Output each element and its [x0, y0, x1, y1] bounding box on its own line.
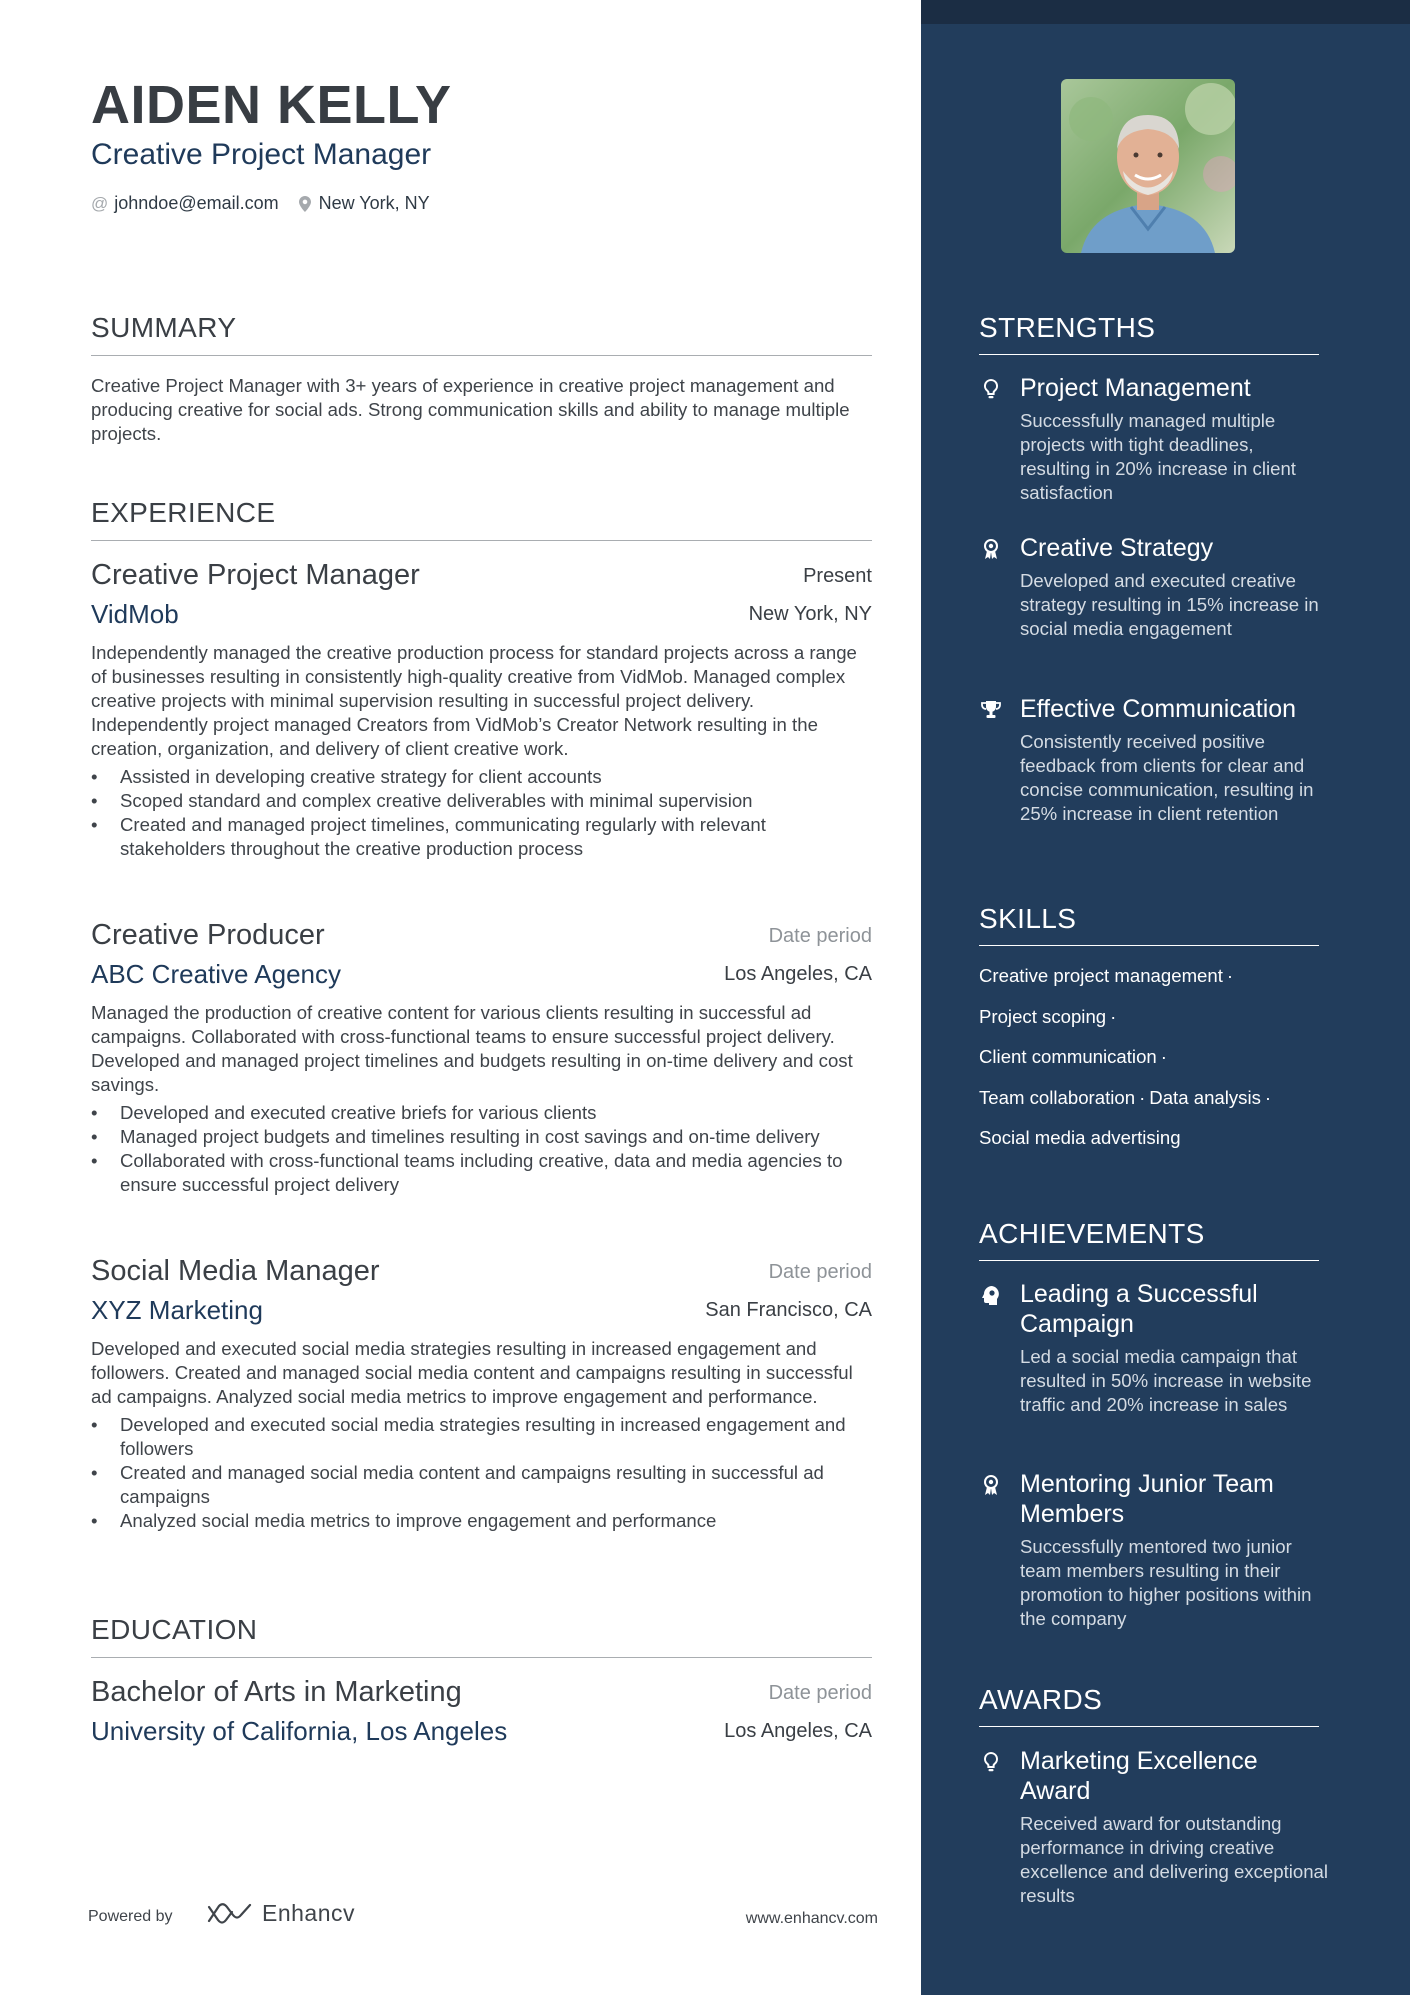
job-bullet: • Collaborated with cross-functional teams including creative, data and media agencies to ensure successful project delivery [91, 1149, 872, 1197]
job-location: San Francisco, CA [705, 1299, 872, 1321]
candidate-title: Creative Project Manager [91, 138, 432, 171]
skill-tag: Project scoping [979, 1005, 1107, 1027]
job-entry [91, 559, 872, 861]
strengths-divider [979, 354, 1319, 356]
job-entry [91, 1255, 872, 1533]
location-pin-icon [299, 196, 311, 212]
footer [88, 1900, 878, 1940]
education-heading [91, 1614, 872, 1646]
brand-logo[interactable] [206, 1900, 355, 1927]
skill-separator: · [1226, 965, 1234, 986]
job-company: ABC Creative Agency [91, 959, 342, 989]
award-ribbon-icon [979, 537, 1003, 561]
job-role: Social Media Manager [91, 1255, 380, 1287]
skill-tag: Creative project management [979, 965, 1223, 986]
skill-separator: · [1110, 1005, 1117, 1027]
strength-desc: Successfully managed multiple projects with tight deadlines, resulting in 20% increase in client satisfaction [1020, 410, 1296, 503]
skill-tag: Client communication [979, 1046, 1157, 1067]
job-location: New York, NY [748, 603, 872, 625]
achievements-divider [979, 1260, 1319, 1262]
strength-desc: Consistently received positive feedback from clients for clear and concise communication, resulting in 25% increase in client retention [1020, 731, 1314, 824]
job-bullet: • Managed project budgets and timelines resulting in cost savings and on-time delivery [91, 1125, 872, 1149]
skills-row [979, 1084, 1319, 1125]
strengths-heading [979, 312, 1319, 344]
trophy-icon [979, 698, 1003, 722]
powered-by-text: Powered by [88, 1908, 173, 1925]
head-gear-icon [979, 1283, 1003, 1307]
skill-separator: · [1160, 1046, 1167, 1067]
strength-desc: Developed and executed creative strategy resulting in 15% increase in social media engagement [1020, 570, 1319, 639]
education-date: Date period [768, 1682, 872, 1704]
achievement-title: Mentoring Junior Team Members [1020, 1470, 1274, 1528]
summary-heading-text: SUMMARY [91, 312, 237, 343]
achievement-item [979, 1279, 1329, 1417]
awards-heading [979, 1684, 1319, 1716]
skill-tag: Team collaboration [979, 1086, 1136, 1108]
job-bullets [91, 1101, 872, 1197]
strength-title: Effective Communication [1020, 695, 1297, 723]
award-ribbon-icon [979, 1473, 1003, 1497]
degree-title: Bachelor of Arts in Marketing [91, 1676, 462, 1708]
job-location: Los Angeles, CA [724, 963, 872, 985]
job-date: Date period [768, 1261, 872, 1283]
sidebar-top-band [921, 0, 1410, 24]
job-entry [91, 919, 872, 1197]
lightbulb-icon [979, 1750, 1003, 1774]
profile-photo [1061, 79, 1235, 253]
skills-heading [979, 903, 1319, 935]
education-heading-text: EDUCATION [91, 1614, 258, 1645]
job-date: Date period [768, 925, 872, 947]
skills-heading-text: SKILLS [979, 903, 1077, 934]
skills-row [979, 1124, 1319, 1165]
job-date: Present [803, 565, 872, 587]
lightbulb-icon [979, 377, 1003, 401]
achievement-desc: Successfully mentored two junior team members resulting in their promotion to higher positions within the company [1020, 1536, 1312, 1629]
strength-item [979, 533, 1329, 641]
experience-heading [91, 497, 872, 529]
portrait-image [1061, 79, 1235, 253]
experience-heading-text: EXPERIENCE [91, 497, 276, 528]
skill-tag: Social media advertising [979, 1127, 1181, 1148]
job-bullet: • Developed and executed social media strategies resulting in increased engagement and followers [91, 1413, 872, 1461]
job-bullet: • Analyzed social media metrics to improve engagement and performance [91, 1509, 872, 1533]
summary-divider [91, 355, 872, 357]
sidebar [921, 0, 1410, 1995]
awards-divider [979, 1726, 1319, 1728]
job-role: Creative Project Manager [91, 559, 420, 591]
job-description: Managed the production of creative content for various clients resulting in successful ad campaigns. Collaborated with cross-functional teams to ensure successful project delivery. Developed and managed project timelines and budgets resulting in on-time delivery and cost savings. [91, 1002, 853, 1095]
award-title: Marketing Excellence Award [1020, 1747, 1258, 1805]
achievements-heading [979, 1218, 1319, 1250]
job-bullet: • Assisted in developing creative strategy for client accounts [91, 765, 872, 789]
summary-heading [91, 312, 872, 344]
job-company: VidMob [91, 599, 179, 629]
strength-item [979, 373, 1329, 505]
job-description: Independently managed the creative production process for standard projects across a range of businesses resulting in consistently high-quality creative from VidMob. Managed complex creative projects with minimal supervision resulting in successful project delivery. Independently project managed Creators from VidMob’s Creator Network resulting in the creation, organization, and delivery of client creative work. [91, 642, 857, 759]
skills-list [979, 962, 1319, 1165]
school-name: University of California, Los Angeles [91, 1716, 508, 1746]
job-bullets [91, 765, 872, 861]
awards-heading-text: AWARDS [979, 1684, 1103, 1715]
skills-divider [979, 945, 1319, 947]
strength-title: Project Management [1020, 374, 1251, 402]
education-divider [91, 1657, 872, 1659]
education-entry [91, 1676, 872, 1756]
school-location: Los Angeles, CA [724, 1720, 872, 1742]
job-bullet: • Scoped standard and complex creative deliverables with minimal supervision [91, 789, 872, 813]
job-role: Creative Producer [91, 919, 325, 951]
experience-divider [91, 540, 872, 542]
job-bullet: • Created and managed social media content and campaigns resulting in successful ad campaigns [91, 1461, 872, 1509]
achievement-desc: Led a social media campaign that resulted in 50% increase in website traffic and 20% increase in sales [1020, 1346, 1312, 1415]
brand-name: Enhancv [262, 1900, 356, 1926]
skill-tag: Data analysis [1149, 1086, 1261, 1108]
job-bullet: • Created and managed project timelines, communicating regularly with relevant stakeholders throughout the creative production process [91, 813, 872, 861]
achievement-item [979, 1469, 1329, 1631]
achievement-title: Leading a Successful Campaign [1020, 1280, 1258, 1338]
strength-title: Creative Strategy [1020, 534, 1214, 562]
award-desc: Received award for outstanding performance in driving creative excellence and delivering exceptional results [1020, 1813, 1329, 1906]
strengths-heading-text: STRENGTHS [979, 312, 1156, 343]
job-company: XYZ Marketing [91, 1295, 263, 1325]
skills-row [979, 1003, 1319, 1044]
location-text: New York, NY [318, 193, 430, 213]
contact-line [91, 193, 430, 214]
job-bullets [91, 1413, 872, 1533]
summary-text: Creative Project Manager with 3+ years of experience in creative project management and producing creative for social ads. Strong communication skills and ability to manage multiple projects. [91, 375, 850, 444]
email-text[interactable]: johndoe@email.com [114, 193, 279, 213]
site-link[interactable]: www.enhancv.com [745, 1910, 878, 1927]
candidate-name: AIDEN KELLY [91, 75, 452, 135]
strength-item [979, 694, 1329, 826]
achievements-heading-text: ACHIEVEMENTS [979, 1218, 1205, 1249]
skills-row [979, 962, 1319, 1003]
skill-separator: · [1264, 1086, 1272, 1108]
skill-separator: · [1139, 1086, 1146, 1108]
award-item [979, 1746, 1329, 1908]
job-description: Developed and executed social media strategies resulting in increased engagement and followers. Created and managed social media content and campaigns resulting in successful ad campaigns. Analyzed social media metrics to improve engagement and performance. [91, 1338, 853, 1407]
enhancv-logo-icon [206, 1901, 254, 1927]
skills-row [979, 1043, 1319, 1084]
at-icon: @ [91, 193, 109, 213]
job-bullet: • Developed and executed creative briefs for various clients [91, 1101, 872, 1125]
